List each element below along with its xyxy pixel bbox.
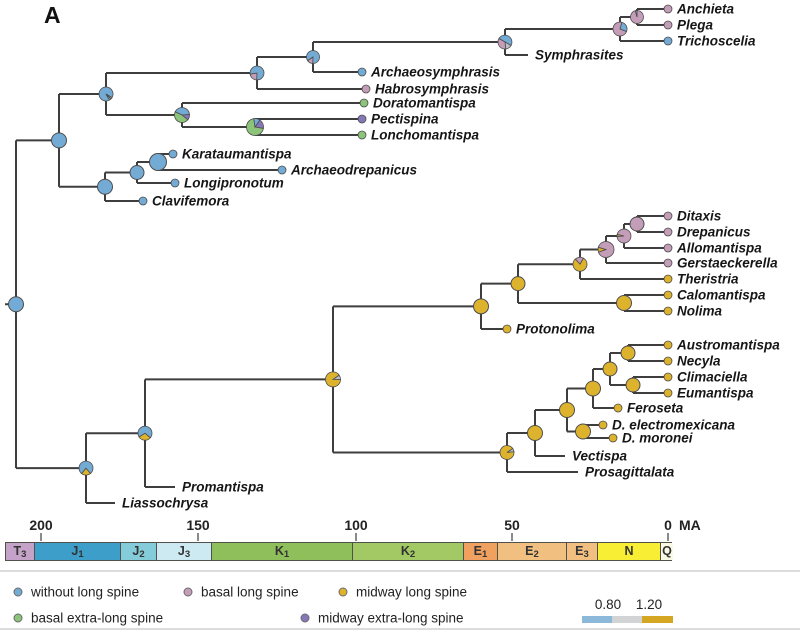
legend-dot-basal-extra-long-spine: [14, 614, 23, 623]
geo-band-k1: [212, 543, 353, 560]
axis-tick-mark-200: [40, 533, 42, 541]
tip-label-drepanicus: Drepanicus: [677, 224, 751, 240]
geo-band-j3: [157, 543, 212, 560]
geo-band-sub: 1: [283, 548, 290, 560]
tip-dot-allomantispa: [664, 244, 672, 252]
tip-dot-doratomantispa: [360, 99, 368, 107]
tip-dot-d-electromexicana: [599, 421, 607, 429]
geo-band-label: E: [473, 544, 483, 559]
geo-band-q: [661, 543, 673, 560]
node-pie-Nm7: [528, 426, 543, 441]
tip-dot-archaeosymphrasis: [358, 68, 366, 76]
node-pie-Nd5: [511, 277, 525, 291]
geo-band-sub: 3: [583, 548, 589, 560]
tip-dot-pectispina: [358, 115, 366, 123]
tip-label-eumantispa: Eumantispa: [677, 385, 754, 401]
legend-dot-basal-long-spine: [184, 588, 193, 597]
tip-label-calomantispa: Calomantispa: [677, 287, 766, 303]
tip-label-vectispa: Vectispa: [572, 448, 628, 464]
tip-dot-austromantispa: [664, 341, 672, 349]
geo-band-e2: [498, 543, 567, 560]
tip-label-ditaxis: Ditaxis: [677, 208, 722, 224]
axis-tick-label-150: 150: [186, 517, 210, 533]
geo-band-label: E: [575, 544, 584, 559]
tip-dot-anchieta: [664, 5, 672, 13]
geo-band-label: T: [13, 544, 22, 559]
legend-label-midway-long-spine: midway long spine: [356, 584, 468, 600]
tip-label-necyla: Necyla: [677, 353, 721, 369]
node-pie-R: [9, 297, 24, 312]
panel-label: A: [44, 2, 61, 28]
axis-tick-mark-0: [667, 533, 669, 541]
axis-tick-mark-150: [197, 533, 199, 541]
tip-dot-climaciella: [664, 373, 672, 381]
node-pie-N15: [130, 166, 144, 180]
tip-label-theristria: Theristria: [677, 271, 739, 287]
node-pie-Nbig: [326, 372, 341, 387]
geo-band-sub: 3: [184, 548, 191, 560]
geo-band-label: J: [177, 544, 185, 559]
node-pie-Nm5: [576, 424, 591, 439]
tip-dot-nolima: [664, 307, 672, 315]
tip-dot-archaeodrepanicus: [278, 166, 286, 174]
tip-dot-longipronotum: [171, 179, 179, 187]
geo-band-label: J: [132, 544, 140, 559]
rate-scale-segment-2: [642, 616, 673, 623]
node-pie-Nm4: [586, 381, 601, 396]
node-pie-Nd6: [474, 299, 489, 314]
tip-label-promantispa: Promantispa: [182, 479, 264, 495]
geo-band-sub: 2: [533, 548, 539, 560]
tip-dot-habrosymphrasis: [362, 85, 370, 93]
legend-label-basal-long-spine: basal long spine: [201, 584, 299, 600]
node-pie-Nm6: [560, 403, 575, 418]
axis-tick-label-0: 0: [664, 517, 672, 533]
tip-label-liassochrysa: Liassochrysa: [122, 495, 209, 511]
geo-band-label: K: [400, 544, 410, 559]
tip-label-habrosymphrasis: Habrosymphrasis: [375, 81, 490, 97]
tip-label-d-moronei: D. moronei: [622, 430, 693, 446]
tip-dot-theristria: [664, 275, 672, 283]
node-pie-Nm3: [603, 362, 617, 376]
tip-dot-eumantispa: [664, 389, 672, 397]
geo-band-label: K: [274, 544, 284, 559]
legend-label-basal-extra-long-spine: basal extra-long spine: [31, 610, 164, 626]
tip-label-clavifemora: Clavifemora: [152, 193, 230, 209]
node-pie-Nm8: [500, 446, 514, 460]
rate-scale-segment-0: [582, 616, 612, 623]
axis-tick-label-100: 100: [344, 517, 368, 533]
tip-label-gerstaeckerella: Gerstaeckerella: [677, 255, 778, 271]
axis-tick-mark-100: [355, 533, 357, 541]
rate-scale-label-0-80: 0.80: [594, 597, 622, 612]
tip-label-symphrasites: Symphrasites: [535, 47, 624, 63]
rate-scale-label-1-20: 1.20: [635, 597, 663, 612]
tip-label-doratomantispa: Doratomantispa: [373, 95, 476, 111]
geo-band-label: Q: [662, 544, 672, 559]
divider-top: [0, 570, 800, 572]
tip-label-protonolima: Protonolima: [516, 321, 595, 337]
tip-label-lonchomantispa: Lonchomantispa: [371, 127, 480, 143]
geo-band-sub: 1: [482, 548, 488, 560]
tip-label-allomantispa: Allomantispa: [677, 240, 762, 256]
tip-label-longipronotum: Longipronotum: [184, 175, 284, 191]
node-pie-Ncal: [617, 296, 632, 311]
axis-tick-label-50: 50: [504, 517, 520, 533]
node-pie-N1: [52, 133, 67, 148]
tip-dot-clavifemora: [139, 197, 147, 205]
legend-label-without-long-spine: without long spine: [31, 584, 140, 600]
tip-dot-feroseta: [614, 404, 622, 412]
tip-label-austromantispa: Austromantispa: [677, 337, 780, 353]
tip-dot-karataumantispa: [169, 150, 177, 158]
tip-dot-drepanicus: [664, 228, 672, 236]
tip-label-karataumantispa: Karataumantispa: [182, 146, 292, 162]
node-pie-N14: [98, 179, 113, 194]
legend-dot-midway-extra-long-spine: [301, 614, 310, 623]
geo-band-t3: [6, 543, 35, 560]
geo-timescale-bar: [5, 542, 672, 561]
rate-scale-segment-1: [612, 616, 642, 623]
tip-dot-gerstaeckerella: [664, 259, 672, 267]
tip-label-trichoscelia: Trichoscelia: [677, 33, 756, 49]
node-pie-Nm1: [621, 346, 635, 360]
geo-band-sub: 2: [139, 548, 145, 560]
node-pie-Nd1: [630, 217, 644, 231]
tip-label-d-electromexicana: D. electromexicana: [612, 417, 736, 433]
tip-dot-ditaxis: [664, 212, 672, 220]
geo-band-sub: 2: [409, 548, 416, 560]
tip-dot-lonchomantispa: [358, 131, 366, 139]
tip-label-plega: Plega: [677, 17, 714, 33]
axis-tick-label-200: 200: [29, 517, 53, 533]
axis-tick-mark-50: [511, 533, 513, 541]
node-pie-Nm2: [626, 378, 640, 392]
geo-band-k2: [353, 543, 464, 560]
tip-label-prosagittalata: Prosagittalata: [585, 464, 675, 480]
tip-dot-protonolima: [503, 325, 511, 333]
tip-label-nolima: Nolima: [677, 303, 723, 319]
tip-label-climaciella: Climaciella: [677, 369, 748, 385]
node-pie-N16: [150, 154, 167, 171]
geo-band-j2: [121, 543, 157, 560]
geo-band-e1: [464, 543, 498, 560]
tip-dot-necyla: [664, 357, 672, 365]
legend-dot-without-long-spine: [14, 588, 23, 597]
geo-band-j1: [35, 543, 121, 560]
geo-band-sub: 3: [21, 548, 27, 560]
geo-band-label: N: [624, 544, 634, 559]
tip-label-archaeodrepanicus: Archaeodrepanicus: [291, 162, 418, 178]
tip-label-feroseta: Feroseta: [627, 400, 684, 416]
geo-band-e3: [567, 543, 598, 560]
legend-dot-midway-long-spine: [339, 588, 348, 597]
tip-label-archaeosymphrasis: Archaeosymphrasis: [371, 64, 501, 80]
geo-band-n: [598, 543, 661, 560]
tip-dot-trichoscelia: [664, 37, 672, 45]
axis-unit-label: MA: [679, 517, 701, 533]
divider-bottom: [0, 628, 800, 630]
legend-label-midway-extra-long-spine: midway extra-long spine: [318, 610, 464, 626]
geo-band-label: J: [71, 544, 79, 559]
tip-label-pectispina: Pectispina: [371, 111, 439, 127]
tip-dot-d-moronei: [609, 434, 617, 442]
tip-label-anchieta: Anchieta: [677, 1, 735, 17]
tip-dot-calomantispa: [664, 291, 672, 299]
tip-dot-plega: [664, 21, 672, 29]
geo-band-sub: 1: [78, 548, 84, 560]
geo-band-label: E: [525, 544, 534, 559]
